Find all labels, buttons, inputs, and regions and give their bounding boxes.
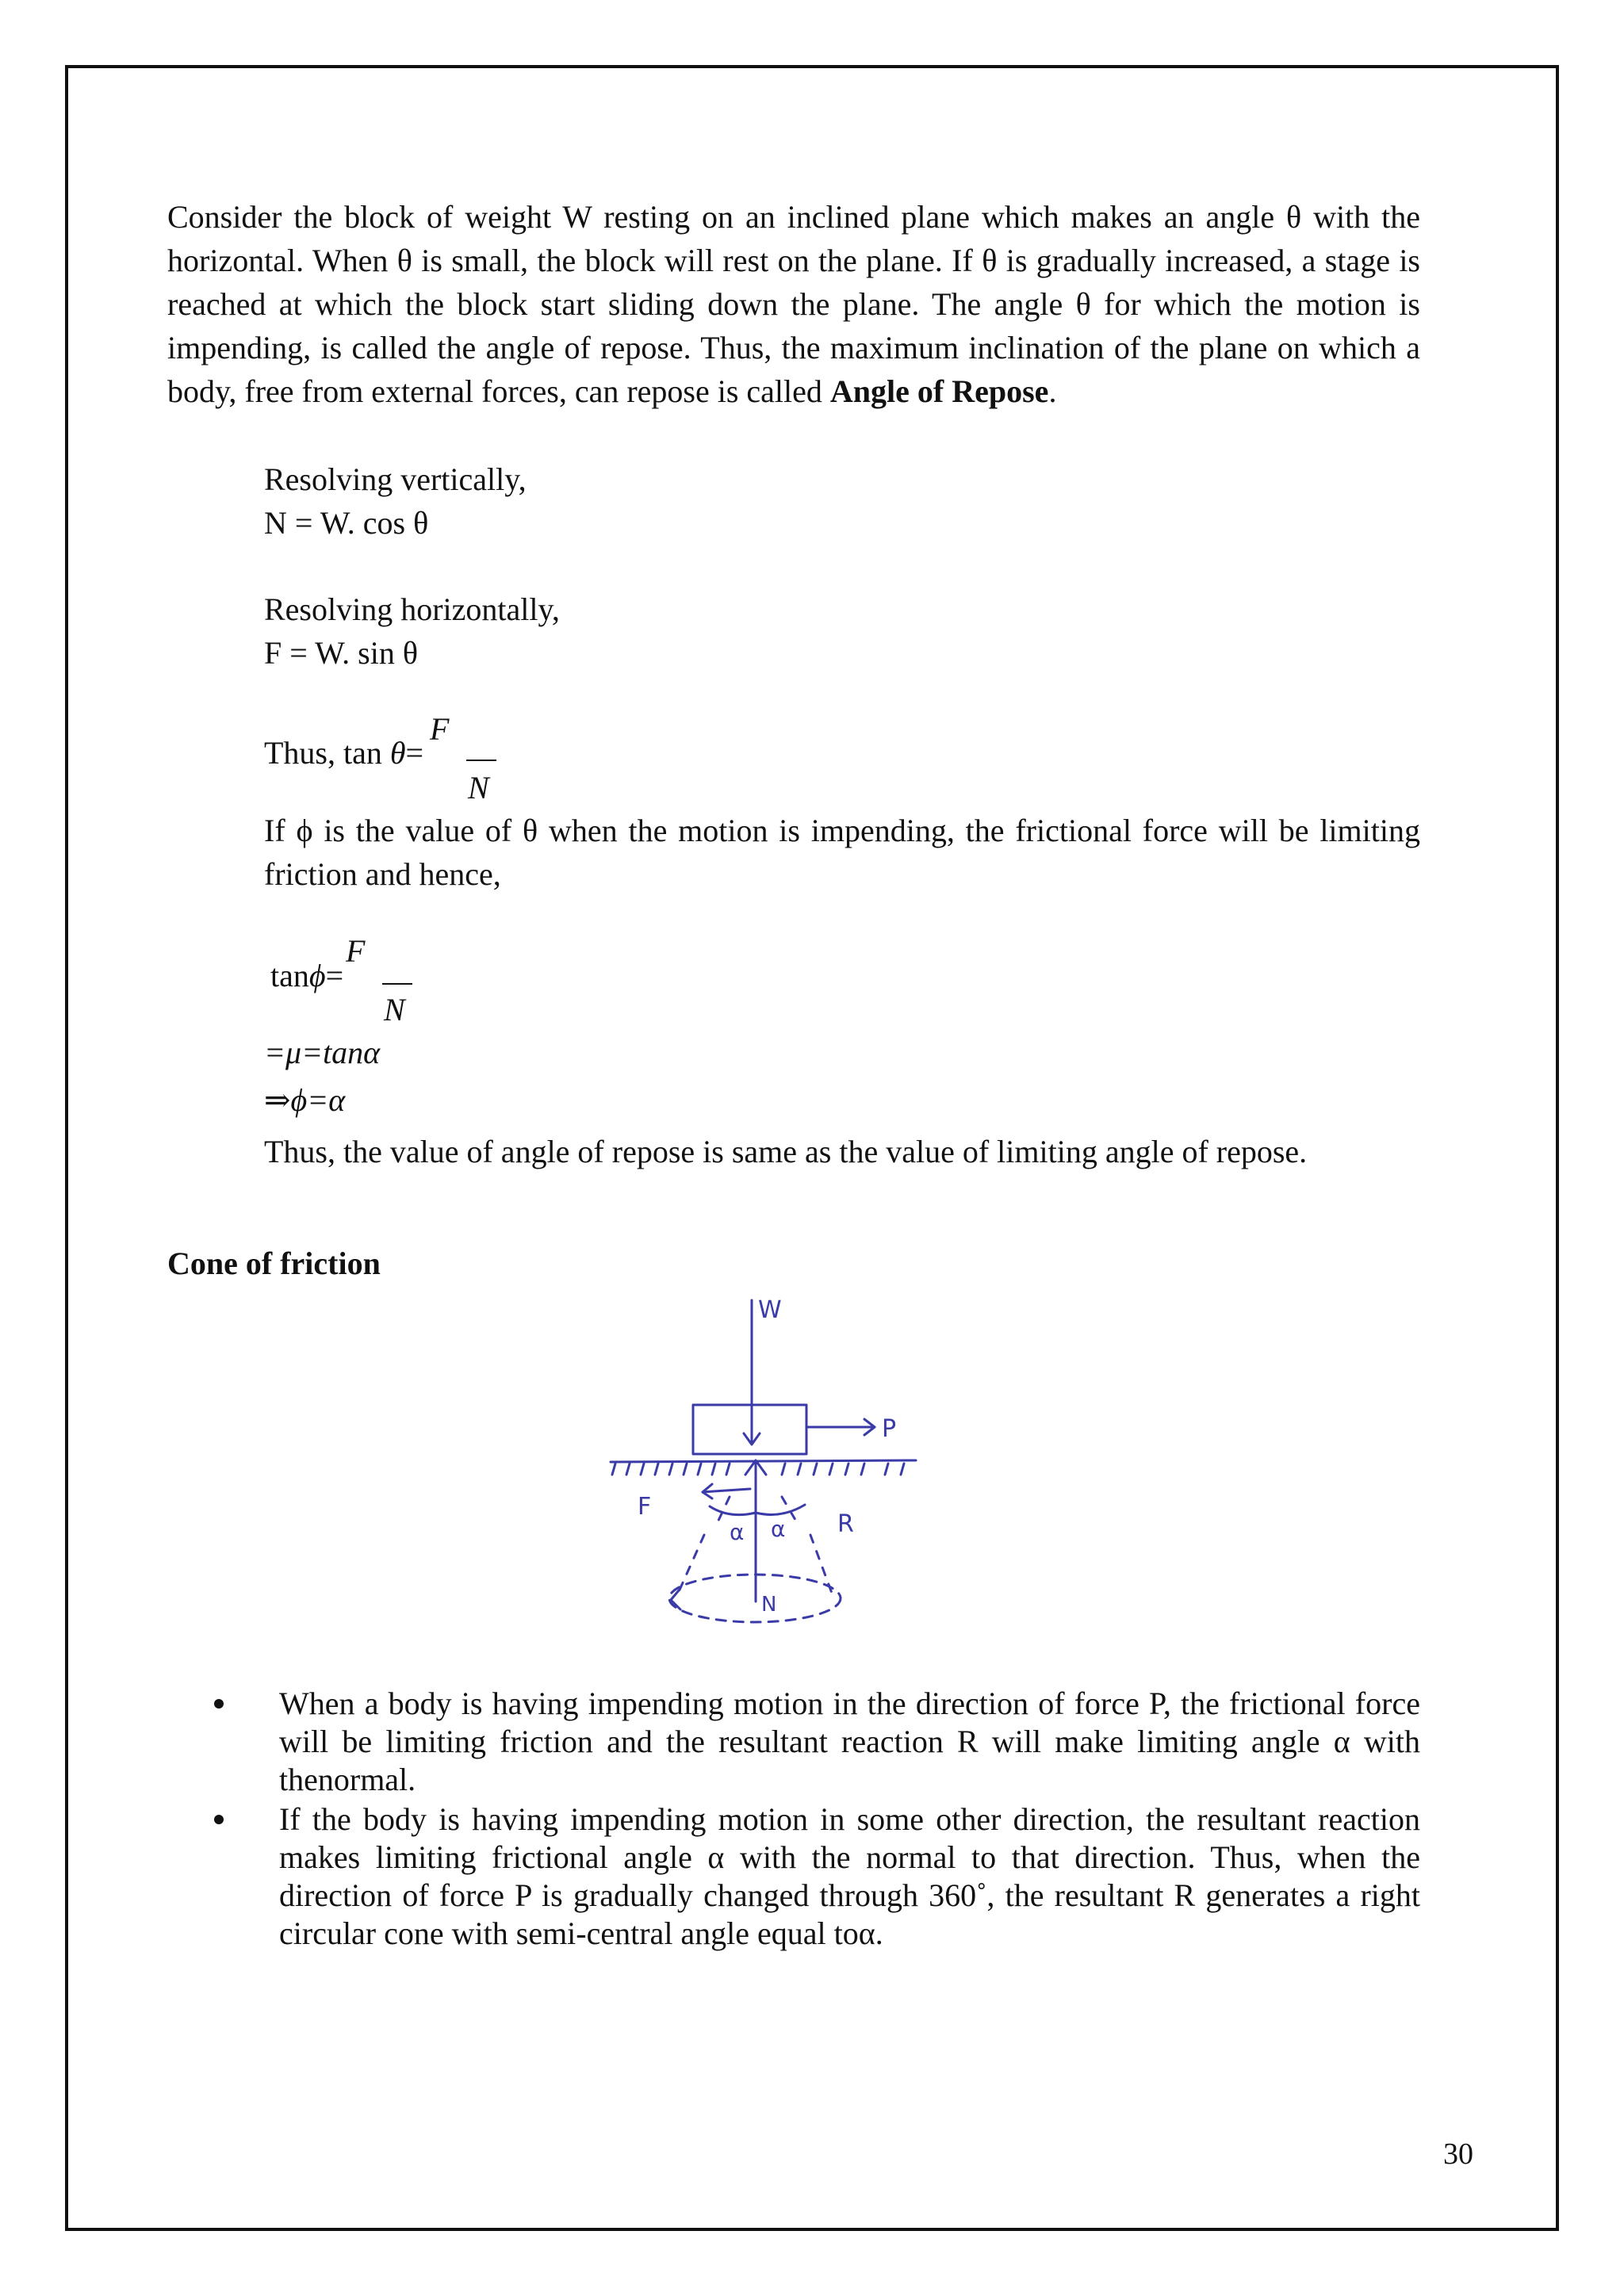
bullet-text-1: When a body is having impending motion in the direction of force P, the frictional force will be limiting friction and the resultant reaction R will make limiting angle α with thenormal. xyxy=(279,1686,1420,1797)
label-f: F xyxy=(638,1493,652,1521)
theta-symbol: θ xyxy=(389,735,406,771)
fraction-denominator-n-2: N xyxy=(384,992,405,1027)
tan-theta-prefix: Thus, tan xyxy=(264,735,390,771)
label-w: W xyxy=(758,1296,782,1324)
label-alpha-left: α xyxy=(730,1519,745,1545)
alpha-arc-left xyxy=(710,1506,756,1515)
label-n: N xyxy=(761,1593,777,1617)
equals-sign-2: = xyxy=(325,958,344,993)
fraction-numerator-f-2: F xyxy=(346,933,366,969)
intro-text: Consider the block of weight W resting on an inclined plane which makes an angle θ with the horizontal. When θ is small, the block will rest on the plane. If θ is gradually increased, a stage is reached at which the block start sliding down the plane. The angle θ for which the motion is impending, is called the angle of repose. Thus, the maximum inclination of the plane on which a body, free from external forces, can repose is called xyxy=(167,199,1420,409)
cone-of-friction-heading: Cone of friction xyxy=(167,1246,381,1281)
bullet-dot xyxy=(214,1699,224,1709)
phi-symbol: ϕ xyxy=(308,958,326,993)
angle-of-repose-term: Angle of Repose xyxy=(829,373,1049,409)
fraction-denominator-n: N xyxy=(468,770,489,806)
resolving-horizontally-label: Resolving horizontally, xyxy=(264,591,560,627)
bullet-text-2: If the body is having impending motion in some other direction, the resultant reaction makes limiting frictional angle α with the normal to that direction. Thus, when the direction of force P is gradually changed through 360˚, the resultant R generates a right circular cone with semi-central angle equal toα. xyxy=(279,1801,1420,1951)
impending-motion-paragraph: If ϕ is the value of θ when the motion is impending, the frictional force will be limiting friction and hence, xyxy=(264,813,1420,892)
intro-period: . xyxy=(1048,373,1057,409)
page-number: 30 xyxy=(1443,2137,1473,2171)
cone-of-friction-diagram xyxy=(603,1284,936,1633)
friction-arrow-line xyxy=(703,1489,750,1492)
cone-side-left xyxy=(677,1535,704,1595)
ground-line xyxy=(611,1460,916,1462)
horizontal-equation: F = W. sin θ xyxy=(264,635,419,671)
bullet-item-2 xyxy=(213,1800,1420,1953)
label-alpha-right: α xyxy=(771,1516,786,1542)
equals-sign: = xyxy=(405,735,424,771)
label-p: P xyxy=(882,1415,897,1443)
fraction-numerator-f: F xyxy=(430,711,450,747)
resolving-vertically-label: Resolving vertically, xyxy=(264,461,527,497)
vertical-equation: N = W. cos θ xyxy=(264,505,429,541)
mu-equals-tan-alpha: =μ=tanα xyxy=(264,1035,381,1070)
tan-phi-prefix: tan xyxy=(270,958,309,993)
cone-bullet-list xyxy=(213,1685,1420,1954)
conclusion-text: Thus, the value of angle of repose is same as the value of limiting angle of repose. xyxy=(264,1134,1308,1169)
intro-paragraph xyxy=(167,195,1420,413)
label-r: R xyxy=(837,1510,854,1538)
phi-implies-alpha: ⇒ϕ=α xyxy=(264,1082,346,1118)
alpha-arc-right xyxy=(756,1505,805,1514)
block-shape xyxy=(693,1405,806,1454)
bullet-dot xyxy=(214,1815,224,1824)
fraction-bar-2 xyxy=(382,983,412,985)
fraction-bar xyxy=(466,760,496,761)
bullet-item-1 xyxy=(213,1685,1420,1799)
